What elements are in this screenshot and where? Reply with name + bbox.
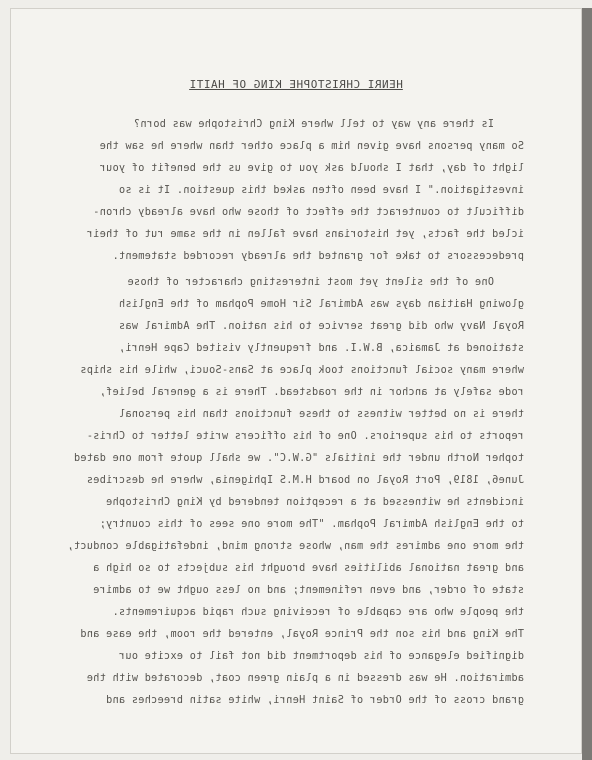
text-line: where many social functions took place at Sans-Souci, while his ships	[80, 365, 524, 376]
mirrored-text-layer	[10, 8, 582, 754]
typewritten-page	[10, 8, 582, 754]
text-line: predecessors to take for granted the already recorded statement.	[112, 251, 524, 262]
text-line: rode safely at anchor in the roadstead. There is a general belief,	[99, 387, 524, 398]
text-line: reports to his superiors. One of his officers write letter to Chris-	[86, 431, 524, 442]
text-line: the people who are capable of receiving such rapid acquirements.	[112, 607, 524, 618]
text-line: Royal Navy who did great service to his nation. The Admiral was	[118, 321, 524, 332]
text-line: June6, 1819, Port Royal on board H.M.S Iphigenia, where he describes	[86, 475, 524, 486]
text-line: difficult to counteract the effect of those who have already chron-	[92, 207, 524, 218]
page-edge-shadow	[582, 8, 592, 760]
text-line: dignified elegance of his deportment did not fail to excite our	[118, 651, 524, 662]
text-line: light of day, that I should ask you to give us the benefit of your	[99, 163, 524, 174]
text-line: and great national abilities have brought his subjects to so high a	[92, 563, 524, 574]
text-line: there is no better witness to these functions than his personal	[118, 409, 524, 420]
text-line: grand cross of the Order of Saint Henri, white satin breeches and	[105, 695, 524, 706]
text-line: Is there any way to tell where King Christophe was born?	[133, 119, 494, 130]
text-line: to the English Admiral Popham. "The more one sees of this country;	[99, 519, 524, 530]
text-line: topher North under the initials "G.W.C". we shall quote from one dated	[73, 453, 524, 464]
text-line: the more one admires the man, whose strong mind, indefatigable conduct,	[67, 541, 524, 552]
document-title: HENRI CHRISTOPHE KING OF HAITI	[189, 78, 403, 91]
text-line: admiration. He was dressed in a plain green coat, decorated with the	[86, 673, 524, 684]
text-line: glowing Haitian days was Admiral Sir Home Popham of the English	[118, 299, 524, 310]
text-line: So many persons have given him a place other than where he saw the	[99, 141, 524, 152]
text-line: stationed at Jamaica, B.W.I. and frequently visited Cape Henri,	[118, 343, 524, 354]
text-line: icled the facts, yet historians have fallen in the same rut of their	[86, 229, 524, 240]
text-line: The King and his son the Prince Royal, entered the room, the ease and	[80, 629, 524, 640]
text-line: One of the silent yet most interesting character of those	[127, 277, 494, 288]
text-line: incidents he witnessed at a reception tendered by King Christophe	[105, 497, 524, 508]
text-line: state of order, and even refinement; and no less ought we to admire	[92, 585, 524, 596]
text-line: investigation." I have been often asked this question. It is so	[118, 185, 524, 196]
